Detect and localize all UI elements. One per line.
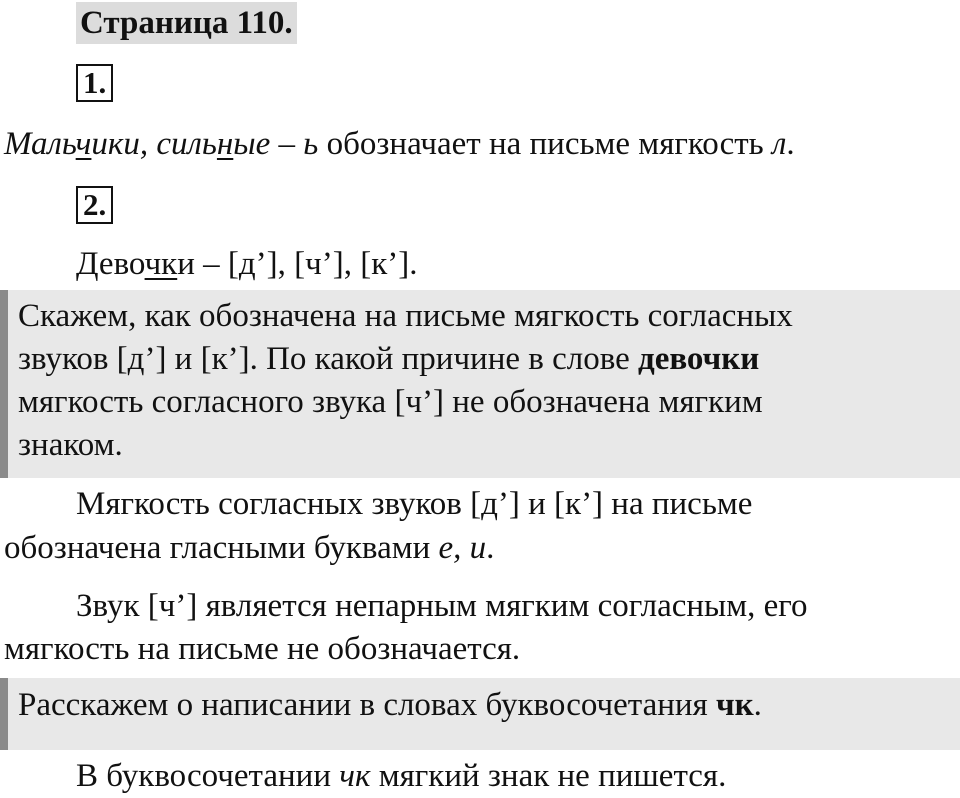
answer-1-line-2: обозначена гласными буквами е, и.: [4, 530, 495, 566]
task-1-number: [76, 64, 113, 102]
task-2-text: Девочки – [д’], [ч’], [к’].: [76, 246, 418, 282]
answer-1-line-1: Мягкость согласных звуков [д’] и [к’] на письме: [76, 486, 753, 522]
question-1-line: знаком.: [18, 427, 123, 463]
word-malchiki: Мальчики,: [4, 126, 149, 162]
question-1-line: Скажем, как обозначена на письме мягкость согласных: [18, 298, 793, 334]
answer-3-text: В буквосочетании чк мягкий знак не пишется.: [76, 758, 727, 794]
question-1-line: мягкость согласного звука [ч’] не обозначена мягким: [18, 384, 763, 420]
question-box-1: [0, 290, 960, 478]
task-2-number: [76, 186, 113, 224]
question-box-2: [0, 678, 960, 750]
task-1-text: Мальчики, сильные – ь обозначает на письме мягкость л.: [4, 126, 795, 162]
page-title: Страница 110.: [76, 2, 297, 44]
task-number-box: 1.: [76, 64, 113, 102]
task-number-box: 2.: [76, 186, 113, 224]
answer-2-line-1: Звук [ч’] является непарным мягким согласным, его: [76, 588, 808, 624]
answer-2-line-2: мягкость на письме не обозначается.: [4, 631, 521, 667]
word-devochki: Девочки: [76, 246, 195, 282]
word-silnye: сильные: [148, 126, 271, 162]
question-2-text: Расскажем о написании в словах буквосочетания чк.: [18, 687, 762, 723]
question-1-line: звуков [д’] и [к’]. По какой причине в слове девочки: [18, 341, 760, 377]
